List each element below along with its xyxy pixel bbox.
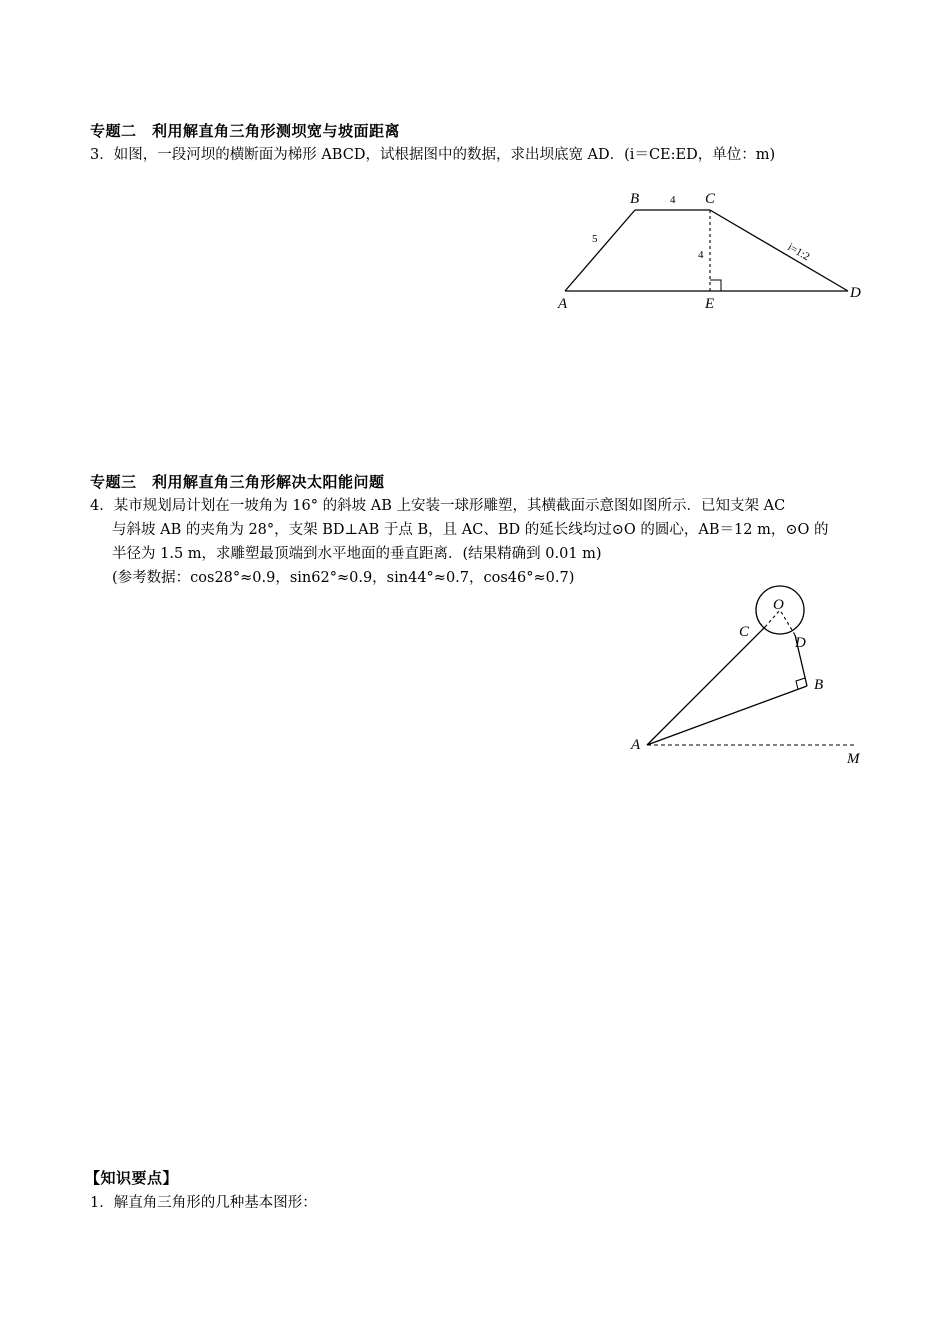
segment-AB [647,686,807,745]
label-A: A [558,296,568,312]
knowledge-heading: 【知识要点】 [85,1169,179,1187]
segment-AC [647,627,765,745]
reference-data: (参考数据：cos28°≈0.9，sin62°≈0.9，sin44°≈0.7，cos46°≈0.7) [112,570,575,586]
sculpture-figure [625,580,875,770]
length-BC: 4 [670,194,676,206]
section2-heading: 专题二 利用解直角三角形测坝宽与坡面距离 [90,122,401,140]
label-O: O [773,597,784,613]
label-C: C [705,191,716,207]
label-C: C [739,624,750,640]
label-M: M [847,751,860,767]
knowledge-item1: 1．解直角三角形的几种基本图形： [90,1195,317,1211]
segment-AB [565,210,635,291]
label-D: D [795,635,806,651]
right-angle-mark-E [710,280,721,291]
segment-CD [710,210,848,291]
problem4-line1: 4．某市规划局计划在一坡角为 16° 的斜坡 AB 上安装一球形雕塑，其横截面示意图如图所示．已知支架 AC [90,498,786,514]
label-D: D [850,285,861,301]
slope-ratio: i=1:2 [785,241,812,264]
problem4-line2: 与斜坡 AB 的夹角为 28°，支架 BD⊥AB 于点 B，且 AC、BD 的延长线均过⊙O 的圆心，AB＝12 m，⊙O 的 [112,522,829,538]
length-CE: 4 [698,249,704,261]
length-AB: 5 [592,233,598,245]
section3-heading: 专题三 利用解直角三角形解决太阳能问题 [90,473,385,491]
label-A: A [631,737,641,753]
segment-DO [780,610,795,635]
label-B: B [814,677,824,693]
label-E: E [705,296,715,312]
label-B: B [630,191,640,207]
problem4-line3: 半径为 1.5 m，求雕塑最顶端到水平地面的垂直距离．(结果精确到 0.01 m) [112,546,602,562]
problem3-text: 3．如图，一段河坝的横断面为梯形 ABCD，试根据图中的数据，求出坝底宽 AD．(i＝CE:ED，单位：m) [90,147,776,163]
trapezoid-figure [550,186,880,316]
